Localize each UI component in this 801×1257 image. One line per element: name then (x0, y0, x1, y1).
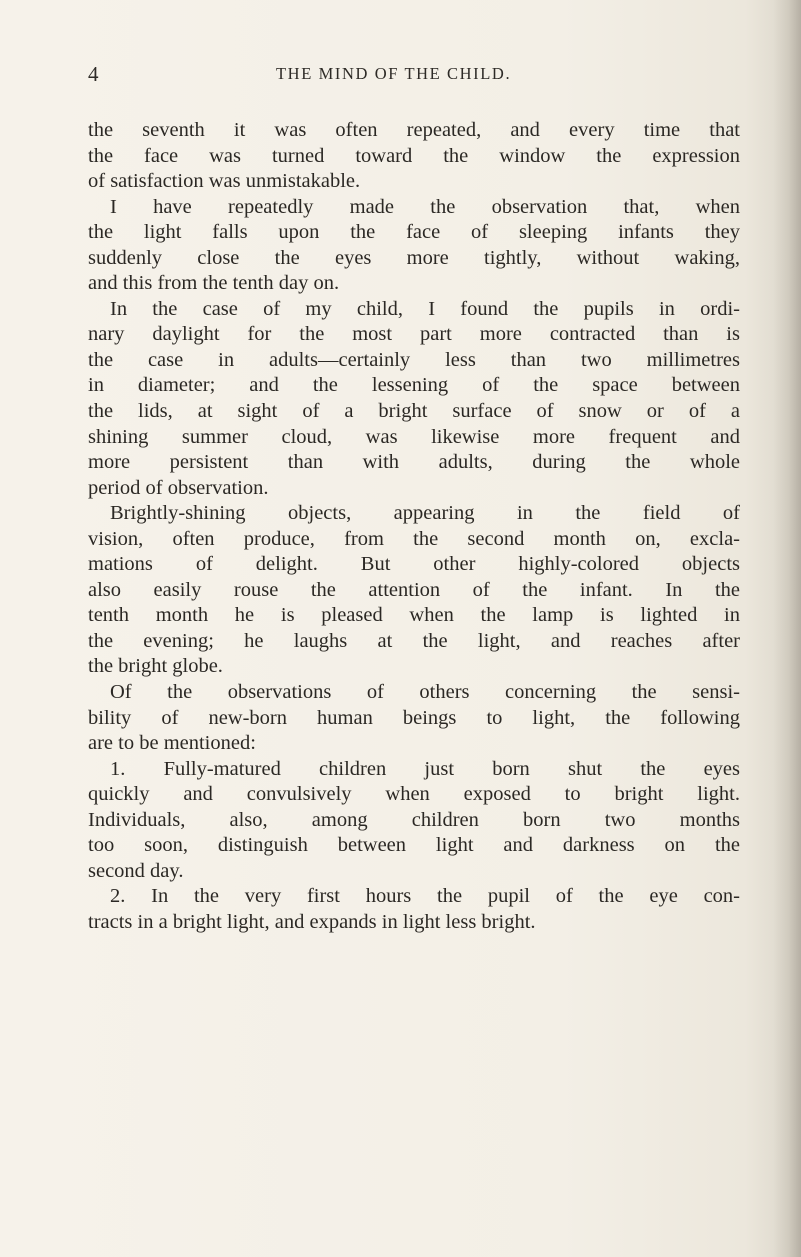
page-header (88, 62, 728, 88)
text-line: bility of new-born human beings to light, the following (88, 706, 740, 729)
text-line: period of observation. (88, 476, 269, 499)
text-line: the lids, at sight of a bright surface of snow or of a (88, 400, 740, 423)
text-line: 2. In the very first hours the pupil of the eye con- (110, 885, 740, 908)
text-line: the evening; he laughs at the light, and reaches after (88, 629, 740, 652)
text-line: Brightly-shining objects, appearing in the field of (110, 502, 740, 525)
page-edge-shadow (773, 0, 801, 1257)
text-line: too soon, distinguish between light and darkness on the (88, 834, 740, 857)
paragraph (88, 680, 740, 757)
text-line: vision, often produce, from the second month on, excla- (88, 527, 740, 550)
text-line: shining summer cloud, was likewise more frequent and (88, 425, 740, 448)
text-line: tenth month he is pleased when the lamp is lighted in (88, 604, 740, 627)
text-line: Of the observations of others concerning the sensi- (110, 681, 740, 704)
text-line: nary daylight for the most part more contracted than is (88, 323, 740, 346)
running-title: THE MIND OF THE CHILD. (276, 64, 512, 83)
text-line: the light falls upon the face of sleeping infants they (88, 221, 740, 244)
text-line: of satisfaction was unmistakable. (88, 170, 361, 193)
text-line: Individuals, also, among children born two months (88, 808, 740, 831)
body-text (88, 118, 740, 936)
text-line: the case in adults—certainly less than two millimetres (88, 348, 740, 371)
text-line: I have repeatedly made the observation that, when (110, 195, 740, 218)
paragraph (88, 195, 740, 297)
text-line: quickly and convulsively when exposed to bright light. (88, 783, 740, 806)
text-line: the bright globe. (88, 655, 223, 678)
text-line: suddenly close the eyes more tightly, without waking, (88, 246, 740, 269)
text-line: the face was turned toward the window the expression (88, 144, 740, 167)
paragraph (88, 501, 740, 680)
text-line: also easily rouse the attention of the infant. In the (88, 578, 740, 601)
text-line: and this from the tenth day on. (88, 272, 340, 295)
text-line: the seventh it was often repeated, and every time that (88, 119, 740, 141)
text-line: mations of delight. But other highly-colored objects (88, 553, 740, 576)
text-line: more persistent than with adults, during the whole (88, 451, 740, 474)
text-line: 1. Fully-matured children just born shut the eyes (110, 757, 740, 780)
text-line: In the case of my child, I found the pupils in ordi- (110, 297, 740, 320)
text-line: second day. (88, 859, 184, 882)
text-line: are to be mentioned: (88, 732, 256, 755)
paragraph (88, 118, 740, 195)
text-line: tracts in a bright light, and expands in light less bright. (88, 910, 536, 933)
paragraph (88, 884, 740, 935)
page-number: 4 (88, 62, 99, 86)
text-line: in diameter; and the lessening of the space between (88, 374, 740, 397)
paragraph (88, 757, 740, 885)
paragraph (88, 297, 740, 501)
